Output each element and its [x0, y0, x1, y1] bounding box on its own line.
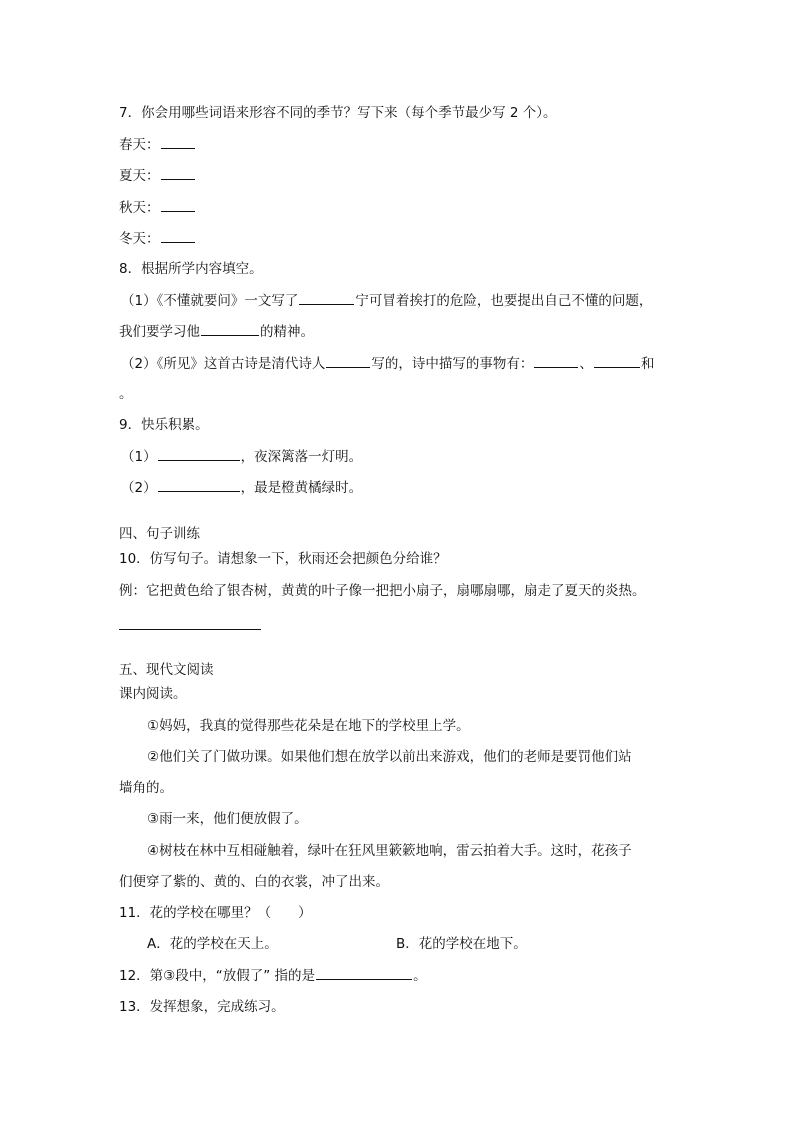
q8-part1-text-d: 的精神。 [260, 324, 314, 340]
q7-spring-label: 春天： [119, 137, 160, 153]
passage-para2-line2: 墙角的。 [119, 780, 173, 796]
section5-title: 五、现代文阅读 [119, 662, 214, 678]
q8-prompt: 8．根据所学内容填空。 [119, 261, 263, 277]
q9-line1 [121, 447, 362, 466]
q7-prompt: 7．你会用哪些词语来形容不同的季节？写下来（每个季节最少写 2 个）。 [119, 105, 557, 121]
q8-part1-text-a: （1）《不懂就要问》一文写了 [121, 293, 299, 309]
passage-para2-line1: ②他们关了门做功课。如果他们想在放学以前出来游戏，他们的老师是要罚他们站 [147, 749, 632, 765]
q12-blank[interactable] [316, 966, 412, 980]
section4-title: 四、句子训练 [119, 526, 200, 542]
section5-subtitle: 课内阅读。 [119, 686, 187, 702]
q8-part1-line1 [121, 291, 652, 310]
q9-prompt: 9．快乐积累。 [119, 417, 209, 433]
q7-spring-blank[interactable] [161, 135, 195, 149]
q7-autumn-line [119, 198, 196, 217]
q8-part2-line1 [121, 354, 654, 373]
q12-period: 。 [413, 968, 427, 984]
q8-part2-blank-poet[interactable] [326, 354, 370, 368]
passage-para3: ③雨一来，他们便放假了。 [147, 811, 308, 827]
q8-part1-blank2[interactable] [201, 322, 259, 336]
q12-line [119, 966, 427, 985]
q9-line2-text: ，最是橙黄橘绿时。 [240, 480, 363, 496]
q10-example: 例：它把黄色给了银杏树，黄黄的叶子像一把把小扇子，扇哪扇哪，扇走了夏天的炎热。 [119, 583, 646, 599]
q9-blank1[interactable] [158, 447, 240, 461]
q7-winter-line [119, 229, 196, 248]
q13-prompt: 13．发挥想象，完成练习。 [119, 999, 285, 1015]
q9-line2-num: （2） [121, 480, 157, 496]
q7-summer-line [119, 166, 196, 185]
q9-blank2[interactable] [158, 478, 240, 492]
q8-part1-text-b: 宁可冒着挨打的危险，也要提出自己不懂的问题， [355, 293, 653, 309]
q11-option-a[interactable]: A．花的学校在天上。 [147, 936, 278, 952]
q7-autumn-label: 秋天： [119, 200, 160, 216]
q7-summer-blank[interactable] [161, 166, 195, 180]
q8-part2-blank-thing1[interactable] [534, 354, 578, 368]
q7-summer-label: 夏天： [119, 168, 160, 184]
q8-part1-text-c: 我们要学习他 [119, 324, 200, 340]
q8-part2-and: 和 [640, 356, 655, 372]
q8-part2-text-b: 写的，诗中描写的事物有： [371, 356, 534, 372]
q11-option-b[interactable]: B．花的学校在地下。 [396, 936, 527, 952]
q8-part2-text-a: （2）《所见》这首古诗是清代诗人 [121, 356, 326, 372]
passage-para4-line1: ④树枝在林中互相碰触着，绿叶在狂风里簌簌地响，雷云拍着大手。这时，花孩子 [147, 843, 632, 859]
q7-autumn-blank[interactable] [161, 198, 195, 212]
q9-line1-text: ，夜深篱落一灯明。 [240, 449, 363, 465]
q8-part2-sep: 、 [579, 356, 593, 372]
q7-winter-label: 冬天： [119, 231, 160, 247]
q8-part1-blank1[interactable] [299, 291, 354, 305]
q10-answer-line[interactable] [119, 629, 261, 630]
passage-para1: ①妈妈，我真的觉得那些花朵是在地下的学校里上学。 [147, 718, 470, 734]
q8-part1-line2 [119, 322, 314, 341]
q8-part2-blank-thing2[interactable] [594, 354, 640, 368]
q7-winter-blank[interactable] [161, 229, 195, 243]
q9-line2 [121, 478, 362, 497]
q9-line1-num: （1） [121, 449, 157, 465]
q8-part2-line2: 。 [119, 386, 133, 402]
q7-spring-line [119, 135, 196, 154]
q10-prompt: 10．仿写句子。请想象一下，秋雨还会把颜色分给谁？ [119, 551, 447, 567]
q11-prompt: 11．花的学校在哪里？（ ） [119, 905, 312, 921]
passage-para4-line2: 们便穿了紫的、黄的、白的衣裳，冲了出来。 [119, 874, 389, 890]
q12-prompt: 12．第③段中，“放假了” 指的是 [119, 968, 316, 984]
